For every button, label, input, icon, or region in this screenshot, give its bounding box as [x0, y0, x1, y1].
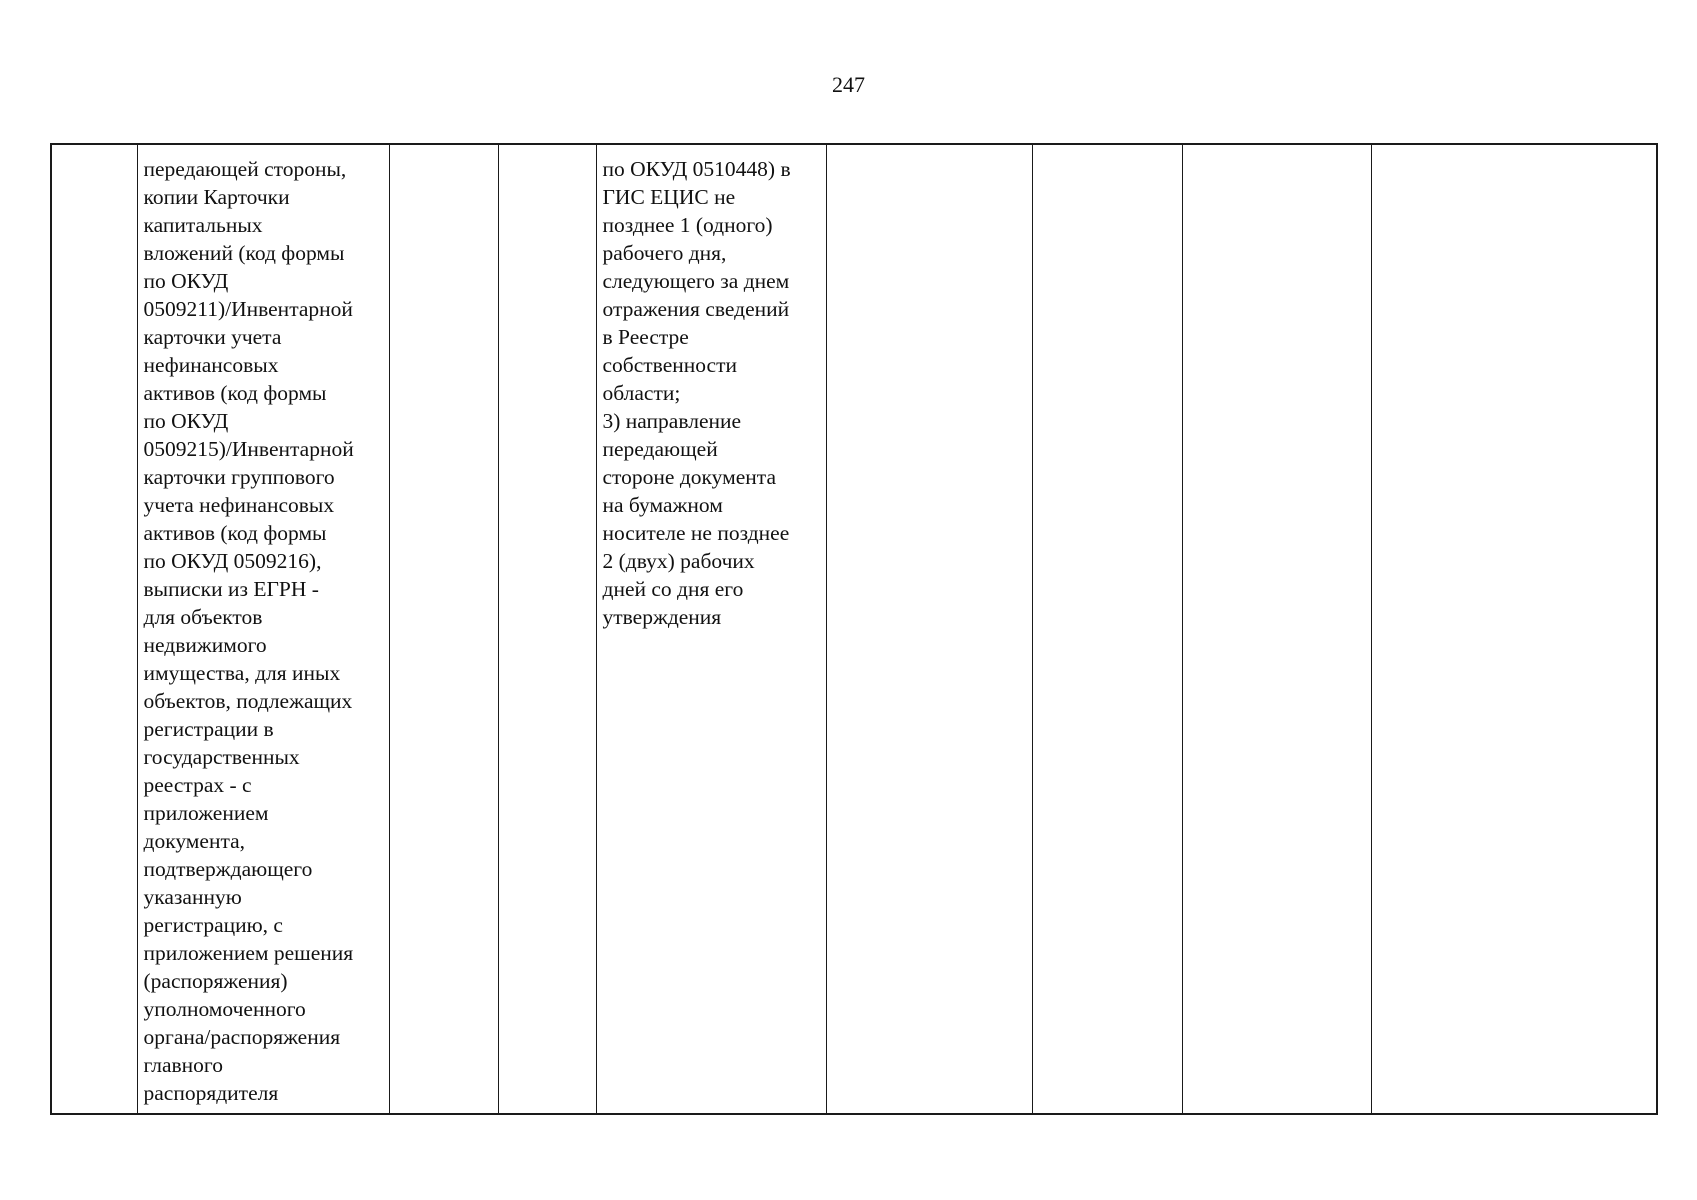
table-cell-col9: [1371, 144, 1657, 1114]
document-table: [50, 143, 1658, 1115]
table-cell-col4: [498, 144, 596, 1114]
table-cell-procedure: по ОКУД 0510448) в ГИС ЕЦИС не позднее 1 (одного) рабочего дня, следующего за днем отражения сведений в Реестре собственности области; 3) направление передающей стороне документа на бумажном носителе не позднее 2 (двух) рабочих дней со дня его утверждения: [596, 144, 826, 1114]
table-row: [51, 144, 1657, 1114]
table-cell-documents: передающей стороны, копии Карточки капитальных вложений (код формы по ОКУД 0509211)/Инвентарной карточки учета нефинансовых активов (код формы по ОКУД 0509215)/Инвентарной карточки группового учета нефинансовых активов (код формы по ОКУД 0509216), выписки из ЕГРН - для объектов недвижимого имущества, для иных объектов, подлежащих регистрации в государственных реестрах - с приложением документа, подтверждающего указанную регистрацию, с приложением решения (распоряжения) уполномоченного органа/распоряжения главного распорядителя: [137, 144, 389, 1114]
table-cell-col7: [1032, 144, 1182, 1114]
page-number: 247: [832, 72, 865, 97]
table-cell-col8: [1182, 144, 1371, 1114]
table-cell-col1: [51, 144, 137, 1114]
table-cell-col6: [826, 144, 1032, 1114]
table-cell-col3: [389, 144, 498, 1114]
